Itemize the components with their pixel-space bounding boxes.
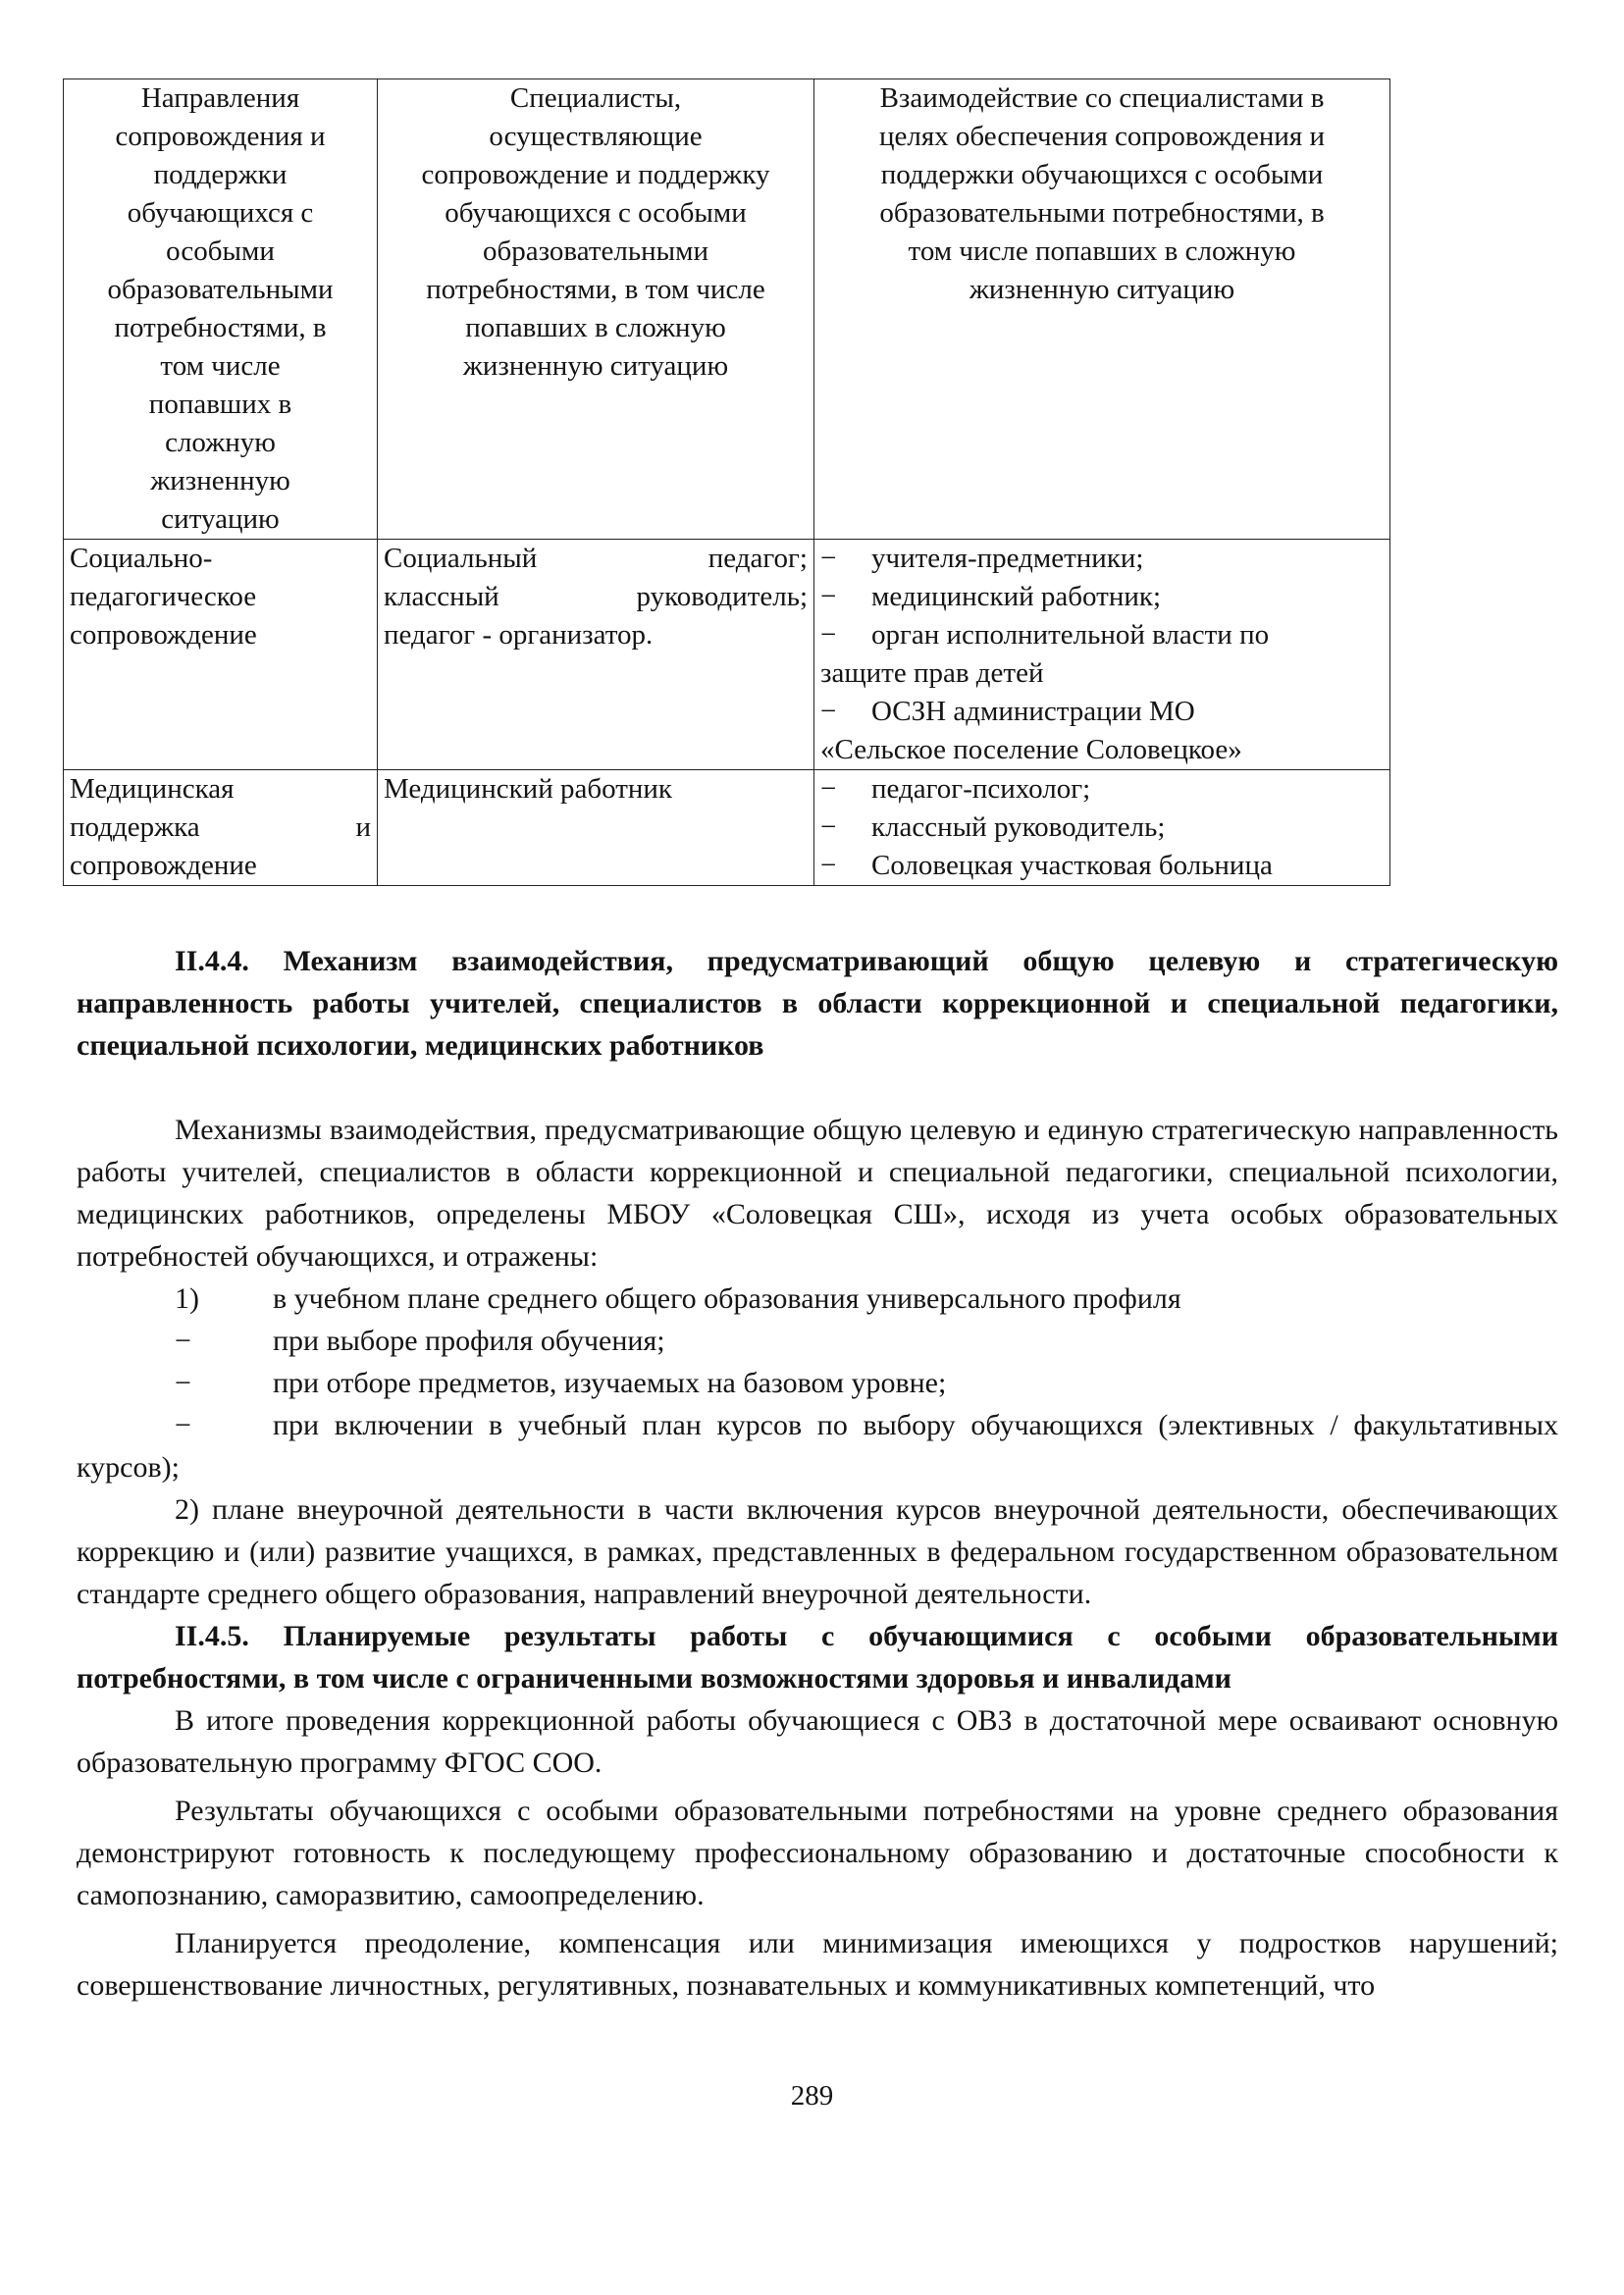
table-row xyxy=(64,770,1390,886)
header-cell-interaction xyxy=(814,79,1390,540)
dash-marker: − xyxy=(820,773,837,805)
list-item-text: при выборе профиля обучения; xyxy=(273,1325,665,1357)
header-cell-directions xyxy=(64,79,378,540)
dash-marker: − xyxy=(820,619,837,651)
header-line: сопровождения и xyxy=(115,121,326,152)
header-line: Направления xyxy=(140,82,300,114)
interaction-line xyxy=(820,654,1384,693)
header-line: жизненную ситуацию xyxy=(462,350,729,382)
page-number: 289 xyxy=(790,2080,834,2112)
list-item xyxy=(77,1404,1558,1488)
list-item-text: при отборе предметов, изучаемых на базовом уровне; xyxy=(273,1367,947,1399)
dash-marker: − xyxy=(175,1325,191,1357)
interaction-text: классный руководитель; xyxy=(871,811,1166,843)
header-line: Взаимодействие со специалистами в xyxy=(879,82,1325,114)
interaction-line xyxy=(820,731,1384,769)
header-line: потребностями, в xyxy=(114,312,327,343)
list-marker: 1) xyxy=(175,1282,199,1315)
paragraph: В итоге проведения коррекционной работы обучающиеся с ОВЗ в достаточной мере осваивают основную образовательную программу ФГОС СОО. xyxy=(77,1704,1558,1779)
cell-interaction xyxy=(814,540,1390,770)
header-line: жизненную xyxy=(150,465,290,496)
header-line: попавших в сложную xyxy=(465,312,726,343)
cell-interaction xyxy=(814,770,1390,886)
cell-direction xyxy=(64,540,378,770)
interaction-text: Соловецкая участковая больница xyxy=(871,850,1273,881)
header-line: образовательными потребностями, в xyxy=(879,197,1325,229)
paragraph: Результаты обучающихся с особыми образовательными потребностями на уровне среднего образования демонстрируют готовность к последующему профессиональному образованию и достаточные способности к самопознанию, саморазвитию, самоопределению. xyxy=(77,1795,1558,1911)
interaction-text: защите прав детей xyxy=(820,657,1044,689)
cell-line: поддержка и xyxy=(70,811,371,843)
cell-line: Медицинская xyxy=(70,773,235,805)
header-line: жизненную ситуацию xyxy=(969,274,1235,305)
header-line: целях обеспечения сопровождения и xyxy=(878,121,1326,152)
dash-marker: − xyxy=(820,850,837,881)
dash-marker: − xyxy=(820,581,837,612)
header-line: осуществляющие xyxy=(489,121,703,152)
paragraph: Механизмы взаимодействия, предусматривающие общую целевую и единую стратегическую направленность работы учителей, специалистов в области коррекционной и специальной педагогики, специальной психологии, медицинских работников, определены МБОУ «Соловецкая СШ», исходя из учета особых образовательных потребностей обучающихся, и отражены: xyxy=(77,1114,1558,1273)
cell-line: классный руководитель; xyxy=(384,581,808,612)
dash-marker: − xyxy=(820,543,837,574)
paragraph: 2) плане внеурочной деятельности в части включения курсов внеурочной деятельности, обеспечивающих коррекцию и (или) развитие учащихся, в рамках, представленных в федеральном государственном образовательном стандарте среднего общего образования, направлений внеурочной деятельности. xyxy=(77,1493,1558,1610)
cell-line: педагог - организатор. xyxy=(384,619,654,651)
cell-line: сопровождение xyxy=(70,850,257,881)
interaction-line xyxy=(820,693,1384,731)
dash-marker: − xyxy=(175,1409,191,1441)
interaction-line xyxy=(820,616,1384,654)
header-line: том числе xyxy=(160,350,281,382)
dash-marker: − xyxy=(820,811,837,843)
cell-line: Медицинский работник xyxy=(384,773,673,805)
header-line: особыми xyxy=(166,235,275,267)
cell-line: сопровождение xyxy=(70,619,257,651)
interaction-text: медицинский работник; xyxy=(871,581,1162,612)
interaction-text: «Сельское поселение Соловецкое» xyxy=(820,734,1242,765)
header-cell-specialists xyxy=(378,79,814,540)
table-row xyxy=(64,540,1390,770)
cell-direction xyxy=(64,770,378,886)
header-line: обучающихся с xyxy=(127,197,314,229)
list-item xyxy=(175,1278,1558,1320)
cell-line: Социально- xyxy=(70,543,213,574)
header-line: том числе попавших в сложную xyxy=(908,235,1296,267)
header-line: сопровождение и поддержку xyxy=(421,159,770,190)
list-item-text: в учебном плане среднего общего образования универсального профиля xyxy=(273,1282,1181,1315)
header-line: Специалисты, xyxy=(509,82,682,114)
interaction-line xyxy=(820,770,1384,808)
header-line: ситуацию xyxy=(161,503,280,535)
interaction-text: ОСЗН администрации МО xyxy=(871,696,1195,727)
interaction-line xyxy=(820,808,1384,847)
list-item xyxy=(175,1320,1558,1362)
header-line: потребностями, в том числе xyxy=(426,274,765,305)
header-line: поддержки обучающихся с особыми xyxy=(880,159,1324,190)
header-line: поддержки xyxy=(153,159,288,190)
cell-line: Социальный педагог; xyxy=(384,543,808,574)
interaction-line xyxy=(820,847,1384,885)
interaction-text: орган исполнительной власти по xyxy=(871,619,1270,651)
dash-marker: − xyxy=(820,696,837,727)
document-page xyxy=(70,78,1558,2007)
cell-specialists xyxy=(378,770,814,886)
paragraph: Планируется преодоление, компенсация или минимизация имеющихся у подростков нарушений; совершенствование личностных, регулятивных, познавательных и коммуникативных компетенций, что xyxy=(77,1927,1558,2002)
interaction-line xyxy=(820,540,1384,578)
header-line: образовательными xyxy=(483,235,708,267)
header-line: образовательными xyxy=(107,274,334,305)
dash-marker: − xyxy=(175,1367,191,1399)
list-item-text: при включении в учебный план курсов по выбору обучающихся (элективных / факультативных курсов); xyxy=(77,1409,1558,1484)
interaction-line xyxy=(820,578,1384,616)
header-line: сложную xyxy=(165,427,276,458)
header-line: обучающихся с особыми xyxy=(445,197,747,229)
cell-specialists xyxy=(378,540,814,770)
section-heading-2-4-4: II.4.4. Механизм взаимодействия, предусматривающий общую целевую и стратегическую направленность работы учителей, специалистов в области коррекционной и специальной педагогики, специальной психологии, медицинских работников xyxy=(77,945,1558,1062)
list-item xyxy=(175,1362,1558,1404)
section-heading-2-4-5: II.4.5. Планируемые результаты работы с обучающимися с особыми образовательными потребностями, в том числе с ограниченными возможностями здоровья и инвалидами xyxy=(77,1620,1558,1695)
header-line: попавших в xyxy=(148,389,292,420)
cell-line: педагогическое xyxy=(70,581,257,612)
support-table xyxy=(63,78,1390,886)
interaction-text: учителя-предметники; xyxy=(871,543,1144,574)
interaction-text: педагог-психолог; xyxy=(871,773,1091,805)
table-header-row xyxy=(64,79,1390,540)
